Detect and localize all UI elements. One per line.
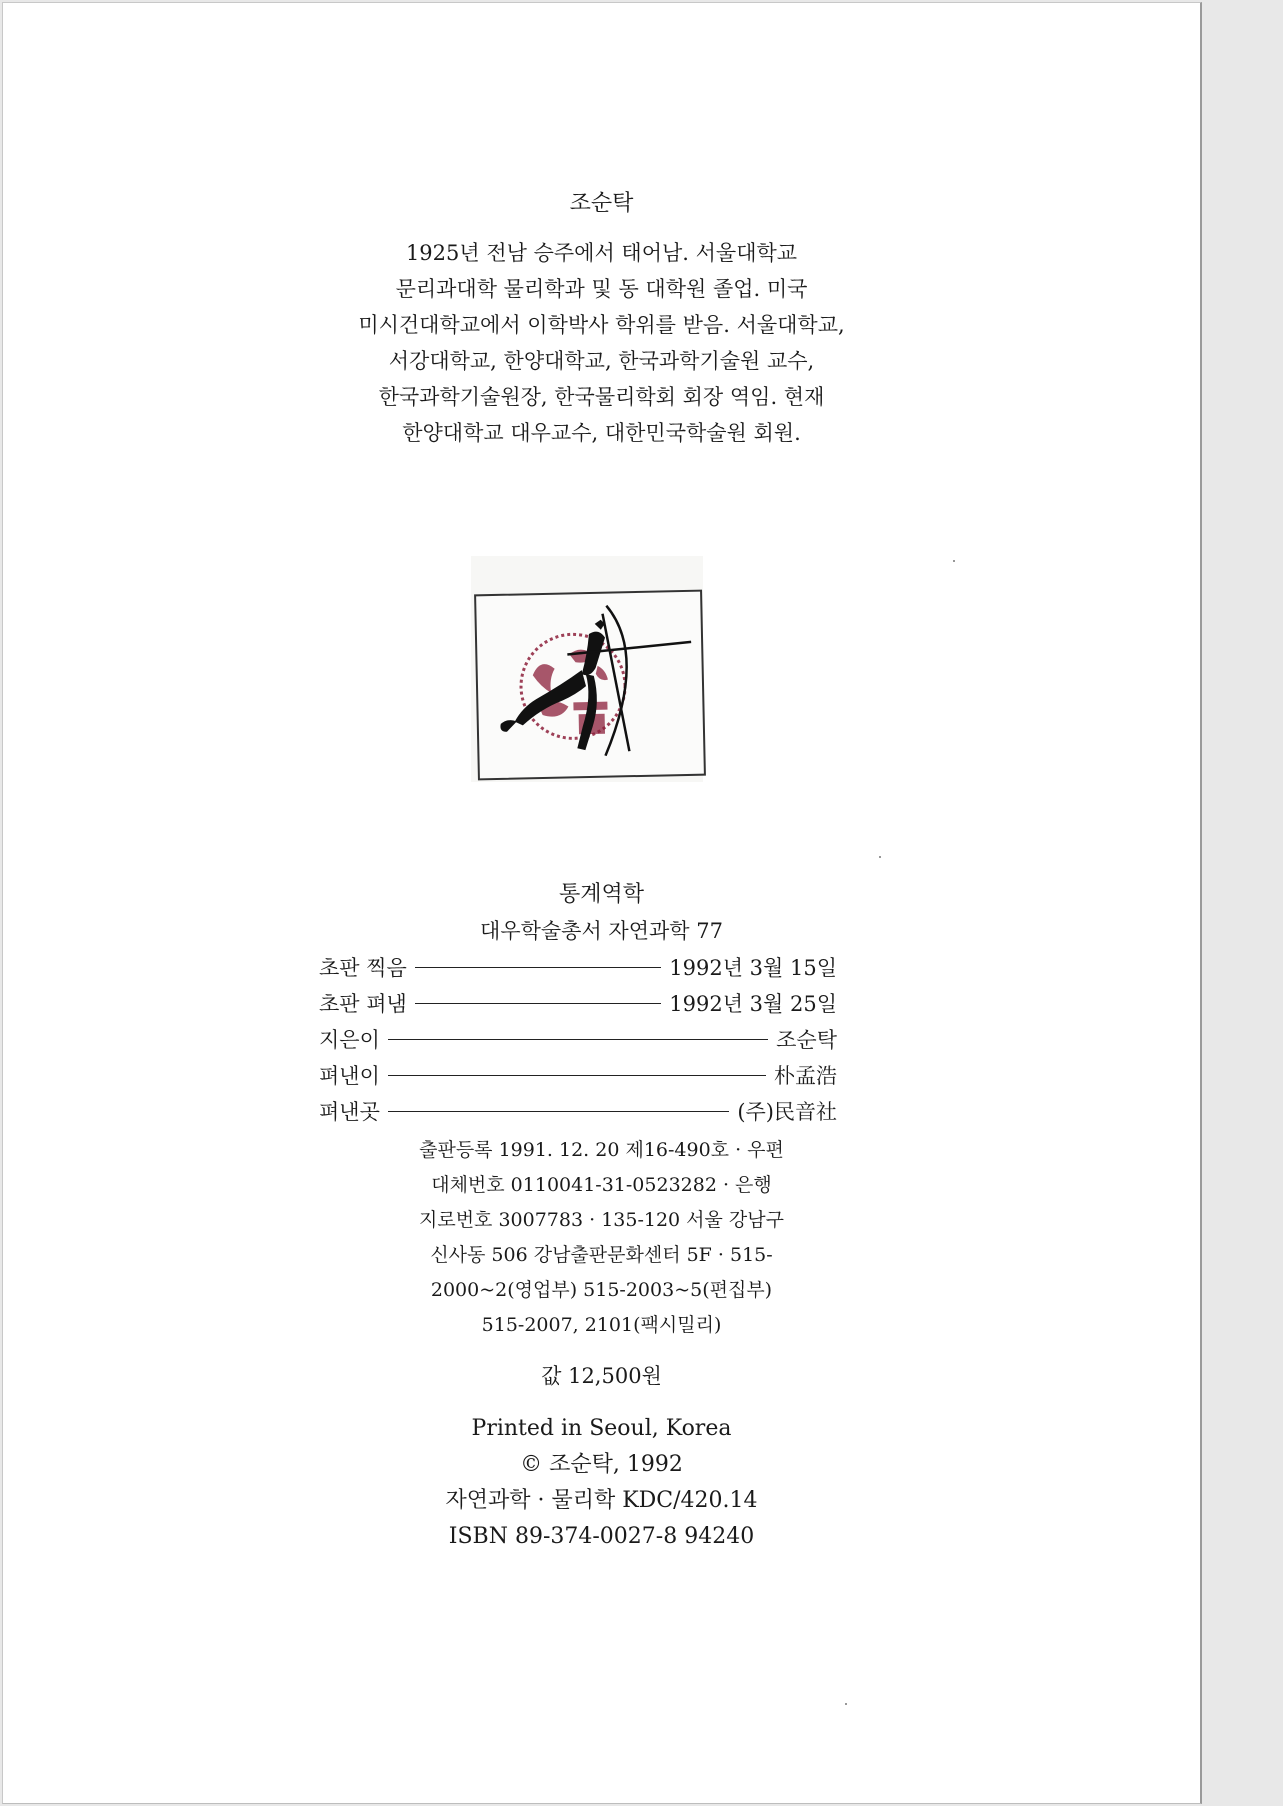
publisher-info (3, 1133, 1200, 1343)
colophon-line: © 조순탁, 1992 (520, 1452, 683, 1477)
publisher-info-line: 515-2007, 2101(팩시밀리) (481, 1314, 722, 1336)
credit-row (319, 985, 837, 1021)
book-title: 통계역학 (558, 882, 644, 907)
leader-line (388, 1111, 729, 1112)
credit-label: 초판 펴냄 (319, 992, 407, 1016)
publisher-info-line: 2000~2(영업부) 515-2003~5(편집부) (430, 1279, 773, 1301)
leader-line (388, 1075, 766, 1076)
bio-line: 서강대학교, 한양대학교, 한국과학기술원 교수, (388, 349, 815, 373)
credit-label: 펴낸곳 (319, 1100, 380, 1124)
credit-row (319, 949, 837, 985)
credit-value: 1992년 3월 15일 (669, 956, 837, 980)
credit-label: 펴낸이 (319, 1064, 380, 1088)
scan-speck (845, 1703, 847, 1705)
leader-line (388, 1039, 768, 1040)
leader-line (415, 967, 661, 968)
publisher-info-line: 신사동 506 강남출판문화센터 5F · 515- (430, 1244, 773, 1266)
credit-value: 朴孟浩 (774, 1064, 837, 1088)
scan-speck (953, 560, 955, 562)
colophon-line: Printed in Seoul, Korea (471, 1416, 732, 1441)
publisher-info-line: 출판등록 1991. 12. 20 제16-490호 · 우편 (419, 1139, 784, 1161)
price: 값 12,500원 (541, 1364, 662, 1388)
colophon-line: ISBN 89-374-0027-8 94240 (448, 1524, 755, 1549)
publisher-info-line: 대체번호 0110041-31-0523282 · 은행 (431, 1174, 772, 1196)
seal-frame (474, 590, 706, 781)
bio-line: 문리과대학 물리학과 및 동 대학원 졸업. 미국 (395, 277, 808, 301)
leader-line (415, 1003, 661, 1004)
credit-value: 조순탁 (776, 1028, 837, 1052)
colophon (3, 1411, 1200, 1555)
book-page (2, 2, 1202, 1804)
colophon-line: 자연과학 · 물리학 KDC/420.14 (445, 1488, 758, 1513)
publisher-info-line: 지로번호 3007783 · 135-120 서울 강남구 (419, 1209, 784, 1231)
credit-value: (주)民音社 (737, 1100, 837, 1124)
credit-row (319, 1093, 837, 1129)
bio-line: 한양대학교 대우교수, 대한민국학술원 회원. (402, 421, 801, 445)
publisher-seal (471, 556, 703, 782)
author-name: 조순탁 (569, 191, 634, 216)
credit-label: 지은이 (319, 1028, 380, 1052)
credit-row (319, 1057, 837, 1093)
author-bio (3, 235, 1200, 451)
scan-speck (879, 856, 881, 858)
publisher-seal-archer-icon (476, 592, 704, 779)
credit-label: 초판 찍음 (319, 956, 407, 980)
credits-list (319, 949, 837, 1129)
credit-value: 1992년 3월 25일 (669, 992, 837, 1016)
bio-line: 한국과학기술원장, 한국물리학회 회장 역임. 현재 (378, 385, 825, 409)
bio-line: 1925년 전남 승주에서 태어남. 서울대학교 (405, 241, 798, 265)
bio-line: 미시건대학교에서 이학박사 학위를 받음. 서울대학교, (358, 313, 845, 337)
credit-row (319, 1021, 837, 1057)
book-series: 대우학술총서 자연과학 77 (480, 919, 723, 943)
